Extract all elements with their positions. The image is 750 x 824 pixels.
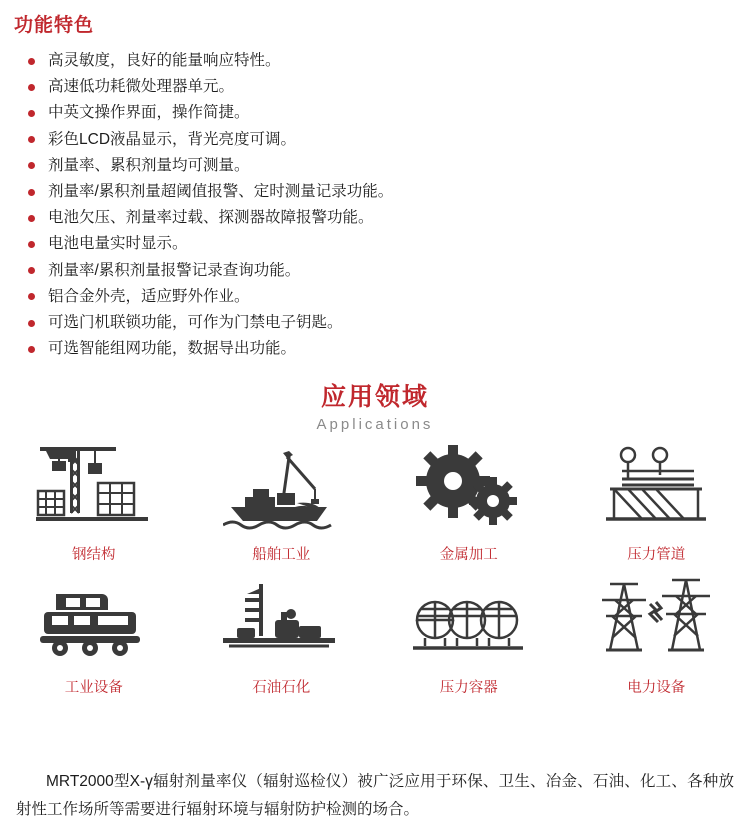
application-item-petrochemical <box>188 577 376 710</box>
feature-item: 剂量率、累积剂量均可测量。 <box>22 153 722 179</box>
features-list <box>22 48 722 362</box>
pressure-vessel-tanks-icon <box>409 577 529 667</box>
metal-processing-gears-icon <box>409 444 529 534</box>
application-label: 压力管道 <box>627 543 685 564</box>
industrial-equipment-icon <box>34 577 154 667</box>
ship-industry-icon <box>221 444 341 534</box>
feature-item: 剂量率/累积剂量报警记录查询功能。 <box>22 258 722 284</box>
application-item-steel-structure <box>0 444 188 577</box>
footer-description: MRT2000型X-γ辐射剂量率仪（辐射巡检仪）被广泛应用于环保、卫生、冶金、石油、化工、各种放射性工作场所等需要进行辐射环境与辐射防护检测的场合。 <box>16 768 734 824</box>
feature-item: 剂量率/累积剂量超阈值报警、定时测量记录功能。 <box>22 179 722 205</box>
feature-item: 电池欠压、剂量率过载、探测器故障报警功能。 <box>22 205 722 231</box>
application-item-pressure-vessel <box>375 577 563 710</box>
applications-heading-en: Applications <box>0 413 750 437</box>
application-label: 压力容器 <box>440 676 498 697</box>
petrochemical-pumpjack-icon <box>221 577 341 667</box>
pressure-pipeline-icon <box>596 444 716 534</box>
features-section-title: 功能特色 <box>14 10 94 37</box>
feature-item: 高灵敏度，良好的能量响应特性。 <box>22 48 722 74</box>
application-label: 船舶工业 <box>252 543 310 564</box>
application-item-industrial-equipment <box>0 577 188 710</box>
steel-structure-crane-icon <box>34 444 154 534</box>
application-item-metal-processing <box>375 444 563 577</box>
application-label: 钢结构 <box>72 543 116 564</box>
application-item-ship-industry <box>188 444 376 577</box>
application-label: 石油石化 <box>252 676 310 697</box>
application-label: 金属加工 <box>440 543 498 564</box>
application-label: 工业设备 <box>65 676 123 697</box>
feature-item: 高速低功耗微处理器单元。 <box>22 74 722 100</box>
applications-heading-cn: 应用领域 <box>0 383 750 411</box>
applications-heading <box>0 383 750 437</box>
feature-item: 铝合金外壳，适应野外作业。 <box>22 284 722 310</box>
application-item-power-equipment <box>563 577 750 710</box>
applications-grid <box>0 444 750 710</box>
application-item-pressure-pipeline <box>563 444 750 577</box>
feature-item: 电池电量实时显示。 <box>22 231 722 257</box>
power-equipment-pylon-icon <box>596 577 716 667</box>
feature-item: 中英文操作界面，操作简捷。 <box>22 100 722 126</box>
feature-item: 可选智能组网功能，数据导出功能。 <box>22 336 722 362</box>
feature-item: 可选门机联锁功能，可作为门禁电子钥匙。 <box>22 310 722 336</box>
application-label: 电力设备 <box>627 676 685 697</box>
feature-item: 彩色LCD液晶显示，背光亮度可调。 <box>22 127 722 153</box>
